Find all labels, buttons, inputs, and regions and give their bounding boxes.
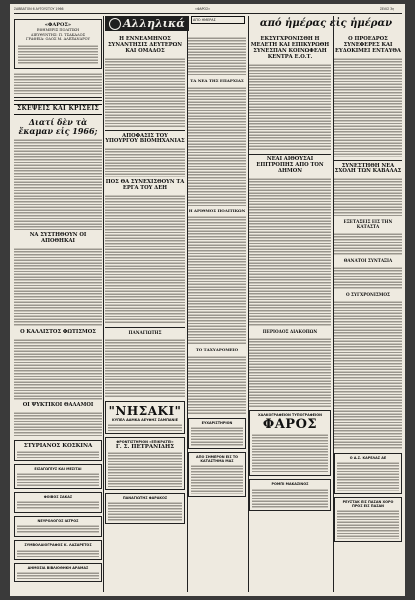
column-logo-text: Αλληλικά bbox=[123, 17, 185, 30]
ad-text bbox=[17, 472, 99, 486]
logo-circle-icon bbox=[109, 18, 121, 30]
article-body bbox=[188, 86, 246, 206]
column-rule bbox=[333, 16, 334, 592]
advertisement bbox=[334, 453, 402, 494]
article-body bbox=[105, 57, 185, 127]
separator bbox=[249, 154, 331, 155]
separator bbox=[14, 97, 102, 101]
article-body bbox=[249, 337, 331, 407]
separator bbox=[334, 160, 402, 161]
masthead-line: ΓΡΑΦΕΙΑ: ΟΔΟΣ Μ. ΑΛΕΞΑΝΔΡΟΥ bbox=[26, 37, 90, 42]
article-headline: ΝΕΑΙ ΑΙΘΟΥΣΑΙ ΕΠΙΤΡΟΠΗΣ ΑΠΟ ΤΟΝ ΔΗΜΟΝ bbox=[256, 156, 324, 175]
ad-subtitle: ΧΑΛΚΟΓΡΑΦΕΙΟΝ ΤΥΠΟΓΡΑΦΕΙΟΝ bbox=[258, 413, 322, 418]
article-subheading: ΤΟ ΤΑΧΥΔΡΟΜΕΙΟ bbox=[195, 347, 239, 353]
ad-name: Γ. Σ. ΠΕΤΡΑΝΙΔΗΣ bbox=[115, 444, 175, 451]
article-subheading: ΝΑ ΣΥΣΤΗΘΟΥΝ ΟΙ ΑΠΟΘΗΚΑΙ bbox=[29, 231, 87, 244]
newspaper-page bbox=[10, 4, 405, 596]
ad-text bbox=[17, 524, 99, 534]
article-body bbox=[249, 177, 331, 327]
column-2 bbox=[105, 34, 185, 592]
ad-title: "ΝΗΣΑΚΙ" bbox=[108, 403, 182, 418]
ad-title: ΣΤΥΡΙΑΝΟΣ ΚΟΣΚΙΝΑ bbox=[23, 442, 93, 449]
article-subheading: ΕΞΕΤΑΣΕΙΣ ΕΙΣ ΤΗΝ ΚΑΤΑΣΤΑ bbox=[343, 219, 393, 230]
column-rule bbox=[187, 16, 188, 592]
ad-title: ΑΠΟ ΣΗΜΕΡΟΝ ΕΙΣ ΤΟ ΚΑΤΑΣΤΗΜΑ ΜΑΣ bbox=[195, 454, 239, 464]
article-headline: Η ΕΝΝΕΑΜΗΝΟΣ ΣΥΝΑΝΤΗΣΙΣ ΔΕΥΤΕΡΩΝ ΚΑΙ ΟΜΑΔΟΣ bbox=[108, 36, 182, 54]
article-body bbox=[14, 247, 102, 327]
masthead-box bbox=[14, 19, 102, 69]
ad-text bbox=[191, 426, 243, 446]
article-headline: ΑΠΟΦΑΣΙΣ ΤΟΥ ΥΠΟΥΡΓΟΥ ΒΙΟΜΗΧΑΝΙΑΣ bbox=[105, 132, 185, 145]
article-headline: Διατί δὲν τὰ ἔκαμαν εἰς 1966; bbox=[18, 116, 98, 136]
page-number: ΣΕΛΙΣ 3η bbox=[380, 7, 395, 11]
advertisement bbox=[14, 540, 102, 559]
column-4 bbox=[249, 34, 331, 592]
mini-column-title bbox=[191, 16, 245, 24]
article-subheading: ΠΟΣ ΘΑ ΣΥΝΕΧΙΣΘΟΥΝ ΤΑ ΕΡΓΑ ΤΟΥ ΔΕΗ bbox=[105, 179, 185, 192]
ad-text bbox=[17, 450, 99, 458]
ad-text bbox=[337, 509, 399, 539]
ad-text bbox=[108, 423, 182, 431]
ad-title: ΠΑΝΑΓΙΩΤΗΣ ΦΑΡΑΚΟΣ bbox=[122, 496, 168, 501]
separator bbox=[105, 130, 185, 131]
column-3 bbox=[188, 34, 246, 592]
ad-text bbox=[252, 433, 328, 473]
ad-title: ΡΕΥΣΤΑΚ ΕΙΣ ΠΑΣΑΝ ΧΟΡΟ ΠΡΟΣ ΕΙΣ ΠΑΣΑΝ bbox=[342, 499, 394, 509]
ad-subtitle: ΚΥΠΕΛ ΔΑΜΚΑ ΑΕΥΦΗΣ ΣΑΜΠΑΝΙΕ bbox=[112, 417, 178, 422]
advertisement bbox=[188, 452, 246, 497]
article-body bbox=[334, 266, 402, 290]
column-logo-banner bbox=[105, 16, 189, 31]
article-subheading: Ο ΣΥΓΧΡΟΝΙΣΜΟΣ bbox=[345, 291, 391, 297]
article-body bbox=[188, 36, 246, 76]
article-subheading: ΘΑΝΑΤΟΙ ΣΥΝΤΑΞΙΑ bbox=[343, 258, 393, 264]
advertisement bbox=[14, 464, 102, 489]
ad-title: Ο Δ.Σ. ΚΑΡΕΛΑΣ ΑΕ bbox=[349, 455, 387, 460]
advertisement bbox=[334, 497, 402, 542]
article-body bbox=[334, 232, 402, 256]
article-body bbox=[105, 194, 185, 324]
advertisement bbox=[249, 410, 331, 476]
section-heading: ΣΚΕΨΕΙΣ ΚΑΙ ΚΡΙΣΕΙΣ bbox=[14, 104, 102, 115]
article-body bbox=[14, 411, 102, 437]
advertisement bbox=[249, 479, 331, 510]
article-body bbox=[14, 138, 102, 230]
advertisement bbox=[14, 516, 102, 537]
separator bbox=[105, 327, 185, 328]
ad-title: ΡΟΜΠΙ ΜΑΚΑΣΙΝΟΣ bbox=[271, 482, 309, 487]
article-subheading: ΟΙ ΨΥΚΤΙΚΟΙ ΘΑΛΑΜΟΙ bbox=[22, 401, 94, 408]
ad-text bbox=[17, 500, 99, 510]
ad-title: ΣΥΜΒΟΛΑΙΟΓΡΑΦΟΣ Κ. ΛΑΖΑΡΕΤΟΣ bbox=[24, 543, 92, 548]
article-body bbox=[334, 300, 402, 450]
article-subheading: Η ΑΡΙΘΜΟΣ ΠΟΛΙΤΙΚΩΝ bbox=[188, 207, 246, 213]
ad-title: ΦΡΟΝΤΙΣΤΗΡΙΟΝ «ΕΠΙΚΡΑΤΕΙ» bbox=[116, 440, 174, 444]
ad-text bbox=[17, 571, 99, 579]
advertisement bbox=[14, 440, 102, 461]
advertisement bbox=[105, 437, 185, 490]
advertisement bbox=[188, 418, 246, 449]
ad-title: ΔΗΜΟΣΙΑ ΒΙΒΛΙΟΘΗΚΗ ΔΡΑΜΑΣ bbox=[27, 565, 89, 570]
article-headline: Ο ΠΡΟΕΔΡΟΣ ΣΥΝΕΦΕΡΕΣ ΚΑΙ ΕΥΔΟΚΙΜΕΙ ΕΝΤΑΥΘΑ bbox=[335, 36, 401, 54]
article-body bbox=[14, 338, 102, 400]
article-headline: ΣΥΝΕΣΤΗΘΗ ΝΕΑ ΣΧΟΛΗ ΤΩΝ ΚΑΒΑΛΑΣ bbox=[334, 162, 402, 175]
ad-text bbox=[337, 461, 399, 491]
advertisement bbox=[14, 563, 102, 582]
ad-title: ΕΥΧΑΡΙΣΤΗΡΙΟΝ bbox=[201, 420, 233, 425]
notice-body bbox=[105, 338, 185, 398]
article-body bbox=[334, 177, 402, 217]
ad-title: ΕΙΣΑΓΩΓΕΥΣ ΚΑΙ ΜΕΣΙΤΑΙ bbox=[34, 466, 82, 471]
header-rule bbox=[14, 13, 402, 14]
article-body bbox=[334, 57, 402, 157]
article-subheading: ΠΕΡΙΟΔΟΣ ΔΙΑΚΟΠΩΝ bbox=[262, 329, 318, 335]
article-headline: ΤΑ ΝΕΑ ΤΗΣ ΕΠΑΡΧΙΑΣ bbox=[190, 78, 244, 83]
ad-text bbox=[108, 501, 182, 521]
article-body bbox=[105, 147, 185, 177]
article-body bbox=[188, 215, 246, 345]
ad-title: ΦΑΡΟΣ bbox=[262, 417, 318, 433]
daily-column-banner: από ἡμέρας εἰς ἡμέραν bbox=[259, 18, 393, 29]
text-block bbox=[14, 72, 102, 94]
advertisement bbox=[14, 492, 102, 513]
ad-text bbox=[252, 488, 328, 508]
masthead-title: «ΦΑΡΟΣ» bbox=[44, 22, 72, 28]
column-5 bbox=[334, 34, 402, 592]
advertisement bbox=[105, 493, 185, 524]
article-headline: ΕΚΣΥΓΧΡΟΝΙΣΘΗ Η ΜΕΛΕΤΗ ΚΑΙ ΕΠΙΚΥΡΩΘΗ ΣΥΝΕΣΠΑΝ ΚΟΙΝΩΦΕΛΗ ΚΕΝΤΡΑ Ε.Ο.Τ. bbox=[250, 36, 330, 60]
article-body bbox=[249, 63, 331, 151]
article-subheading: Ο ΚΑΛΛΙΣΤΟΣ ΦΩΤΙΣΜΟΣ bbox=[20, 328, 96, 335]
ad-text bbox=[108, 451, 182, 487]
ad-text bbox=[191, 464, 243, 494]
masthead-line: ΕΦΗΜΕΡΙΣ ΠΟΛΙΤΙΚΗ bbox=[36, 28, 80, 33]
column-1 bbox=[14, 16, 102, 592]
advertisement bbox=[105, 401, 185, 434]
column-rule bbox=[248, 16, 249, 592]
masthead-line: ΔΙΕΥΘΥΝΤΗΣ: Π. ΤΣΑΚΑΛΟΣ bbox=[30, 32, 86, 37]
mini-title-text: ΑΠΟ ΗΜΕΡΑΣ bbox=[191, 16, 245, 24]
date-line: ΣΑΒΒΑΤΟΝ 6 ΑΥΓΟΥΣΤΟΥ 1966 bbox=[14, 7, 64, 11]
column-rule bbox=[103, 16, 104, 592]
article-body bbox=[188, 355, 246, 415]
masthead-text-block bbox=[18, 44, 98, 64]
ad-text bbox=[17, 549, 99, 557]
paper-name: «ΦΑΡΟΣ» bbox=[195, 7, 211, 11]
ad-title: ΝΕΥΡΟΛΟΓΟΣ ΙΑΤΡΟΣ bbox=[37, 519, 79, 524]
ad-title: ΦΟΙΒΟΣ ΣΑΚΑΣ bbox=[43, 495, 73, 500]
notice-heading: ΠΑΝΑΓΙΩΤΗΣ bbox=[128, 329, 162, 335]
